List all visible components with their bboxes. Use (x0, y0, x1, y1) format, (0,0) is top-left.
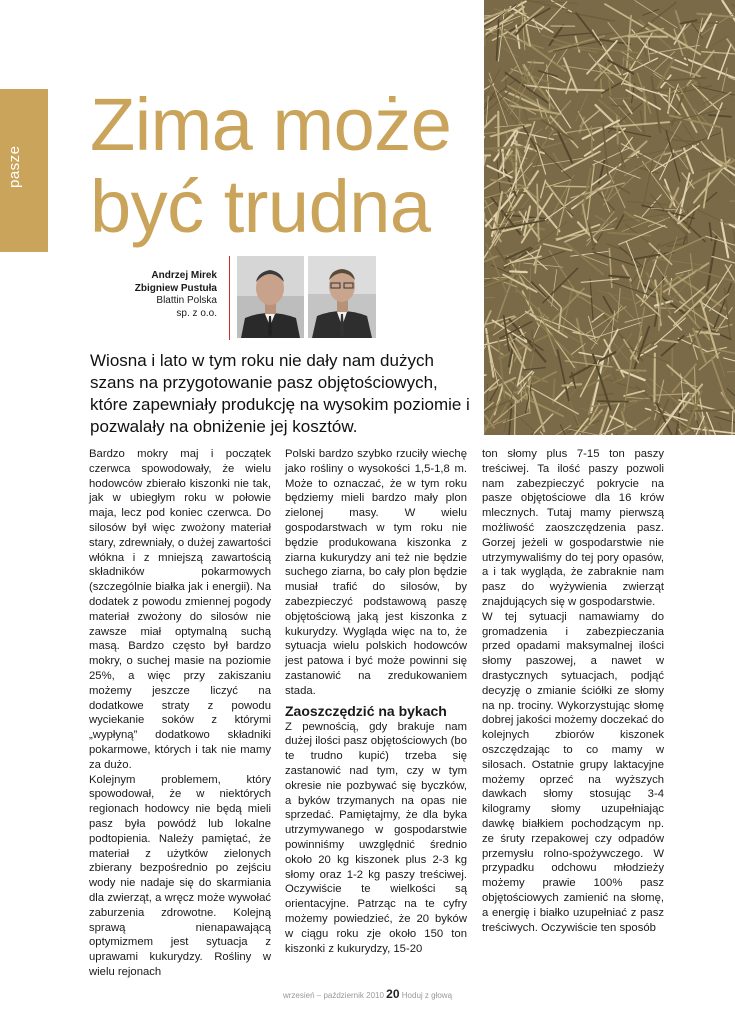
paragraph: Polski bardzo szybko rzuciły wiechę jako rośliny o wysokości 1,5-1,8 m. Może to oznaczać, że w tym roku będziemy mieli bardzo mały plon zielonej masy. W wielu gospodarstwach w tym roku nie będzie produkowana kiszonka z ziarna kukurydzy ani też nie będzie suchego ziarna, bo cały plon będzie musiał trafić do silosów, by zabezpieczyć podstawową paszę objętościową jaką jest kiszonka z kukurydzy. Wygląda więc na to, że sytuacja wielu polskich hodowców jest patowa i być może powinni się zastanowić na zredukowaniem stada. (285, 448, 467, 697)
paragraph: W tej sytuacji namawiamy do gromadzenia i zabezpieczania przed opadami maksymalnej ilości słomy paszowej, a nawet w drastycznych sytuacjach, podjąć decyzję o zmianie ściółki ze słomy na np. trociny. Wykorzystując słomę dobrej jakości możemy doczekać do kolejnych zbiorów kiszonek oszczędzając to co mamy w silosach. Ostatnie grupy laktacyjne możemy oprzeć na wyższych dawkach słomy stosując 3-4 kilogramy słomy uzupełniając dawkę białkiem pochodzącym np. ze śruty rzepakowej czy odpadów przemysłu rolno-spożywczego. W przypadku odchowu młodzieży możemy prawie 100% pasz objętościowych zamienić na słomę, a energię i białko uzupełniać z pasz treściwych. Oczywiście ten sposób (482, 610, 664, 934)
paragraph: Z pewnością, gdy brakuje nam dużej ilości pasz objętościowych (bo te trudno kupić) trzeba się zastanowić nad tym, czy w tym okresie nie pozbywać się byczków, a byków trzymanych na opas nie sprzedać. Pamiętajmy, że dla byka utrzymywanego w gospodarstwie powinniśmy uwzględnić średnio około 20 kg kiszonek plus 2-3 kg słomy oraz 1-2 kg paszy treściwej. Oczywiście te wielkości są orientacyjne. Patrząc na te cyfry możemy powiedzieć, że 20 byków w ciągu roku zje około 150 ton kiszonki z kukurydzy, 15-20 (285, 720, 467, 955)
article-title (90, 84, 451, 248)
footer-magazine: Hoduj z głową (401, 991, 453, 1000)
footer-issue: wrzesień – październik 2010 (282, 991, 384, 1000)
title-line-1: Zima może (90, 83, 452, 166)
author-company: Blattin Polska (156, 295, 217, 306)
section-heading: Zaoszczędzić na bykach (285, 702, 447, 719)
author-name: Andrzej Mirek (151, 270, 217, 281)
title-line-2: być trudna (90, 165, 431, 248)
text-column-2 (285, 447, 467, 956)
author-portrait (237, 256, 304, 338)
author-name: Zbigniew Pustuła (134, 282, 217, 294)
page-footer (0, 987, 735, 1001)
text-column-3 (482, 447, 664, 935)
page-number: 20 (386, 987, 400, 1001)
author-company: sp. z o.o. (176, 307, 217, 319)
paragraph: Bardzo mokry maj i początek czerwca spowodowały, że wielu hodowców zbierało kiszonki nie tak, jak w ubiegłym roku w połowie maja, lecz pod koniec czerwca. Do silosów był więc zwożony materiał stary, zdrewniały, o dużej zawartości włókna i z mniejszą zawartością składników pokarmowych (szczególnie białka jak i energii). Na dodatek z powodu zmiennej pogody materiał zwożony do silosów nie zawsze miał optymalną suchą masą. Bardzo często był bardzo mokry, o suchej masie na poziomie 25%, a więc przy zakiszaniu możemy jeszcze liczyć na dodatkowe straty z powodu wyciekanie soków z którymi „wypłyną” dodatkowo składniki pokarmowe, których i tak nie mamy za dużo. (89, 448, 271, 771)
paragraph: ton słomy plus 7-15 ton paszy treściwej. Ta ilość paszy pozwoli nam zabezpieczyć pokrycie na pasze objętościowe dla 16 krów mlecznych. Tutaj mamy pierwszą możliwość zaoszczędzenia pasz. Gorzej jeżeli w gospodarstwie nie utrzymywaliśmy do tej pory opasów, a i tak wygląda, że zabraknie nam pasz do wyżywienia zwierząt znajdujących się w gospodarstwie. (482, 448, 664, 608)
section-tab-label: pasze (6, 145, 23, 188)
text-column-1 (89, 447, 271, 980)
author-portrait (308, 256, 376, 338)
author-divider (229, 256, 230, 340)
straw-photo (484, 0, 735, 435)
article-lead: Wiosna i lato w tym roku nie dały nam dużych szans na przygotowanie pasz objętościowych, które zapewniały produkcję na wysokim poziomie i pozwalały na obniżenie jej kosztów. (90, 351, 470, 436)
author-block (120, 270, 217, 320)
paragraph: Kolejnym problemem, który spowodował, że w niektórych regionach hodowcy nie będą mieli pasz była powódź lub lokalne podtopienia. Należy pamiętać, że materiał z użytków zielonych zbierany bezpośrednio po zejściu wody nie nadaje się do skarmiania dla zwierząt, a wręcz może wywołać zaburzenia zdrowotne. Kolejną sprawą nienapawającą optymizmem jest sytuacja z uprawami kukurydzy. Rośliny w wielu rejonach (89, 773, 271, 978)
